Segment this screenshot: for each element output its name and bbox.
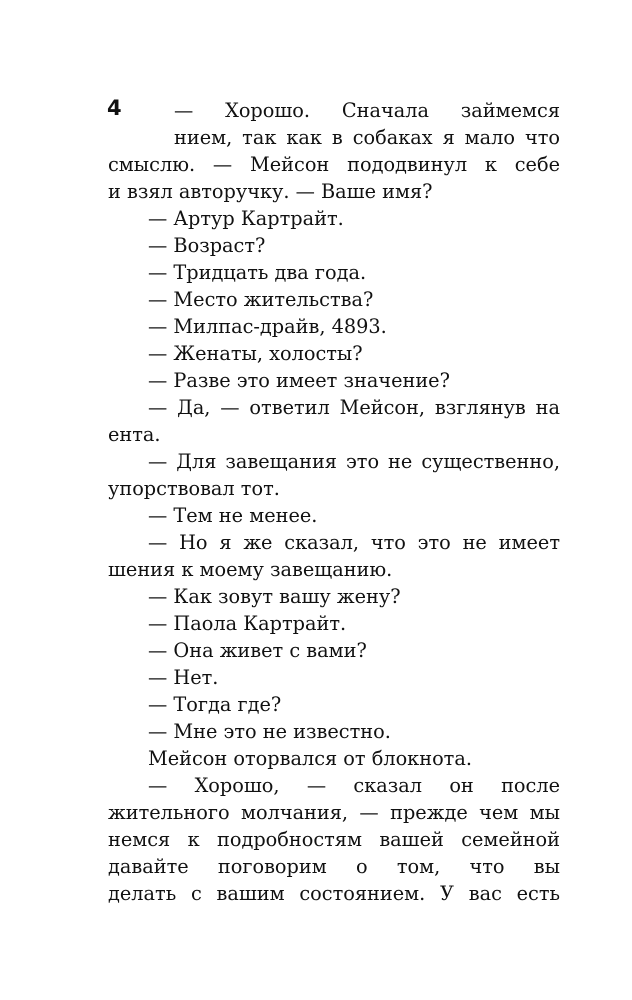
text-line: — Она живет с вами? — [148, 639, 367, 662]
text-line: — Да, — ответил Мейсон, взглянув на — [148, 396, 560, 419]
text-line: немся к подробностям вашей семейной — [108, 828, 560, 851]
text-line: — Паола Картрайт. — [148, 612, 347, 635]
text-line: смыслю. — Мейсон пододвинул к себе — [108, 153, 560, 176]
text-line: Мейсон оторвался от блокнота. — [148, 747, 472, 770]
text-line: — Милпас-драйв, 4893. — [148, 315, 387, 338]
text-line: — Но я же сказал, что это не имеет — [148, 531, 560, 554]
text-line: упорствовал тот. — [108, 477, 280, 500]
text-line: делать с вашим состоянием. У вас есть — [108, 882, 560, 905]
text-line: шения к моему завещанию. — [108, 558, 393, 581]
text-line: нием, так как в собаках я мало что — [174, 126, 560, 149]
page-text — [108, 97, 560, 907]
text-line: — Хорошо. Сначала займемся — [174, 99, 560, 122]
text-line: — Тогда где? — [148, 693, 282, 716]
text-line: давайте поговорим о том, что вы — [108, 855, 560, 878]
text-line: ента. — [108, 423, 161, 446]
text-line: — Артур Картрайт. — [148, 207, 344, 230]
text-line: — Тем не менее. — [148, 504, 318, 527]
text-line: — Женаты, холосты? — [148, 342, 363, 365]
text-line: — Мне это не известно. — [148, 720, 391, 743]
text-line: — Как зовут вашу жену? — [148, 585, 401, 608]
text-line: — Хорошо, — сказал он после — [148, 774, 560, 797]
text-line: — Разве это имеет значение? — [148, 369, 450, 392]
text-line: — Возраст? — [148, 234, 266, 257]
text-line: жительного молчания, — прежде чем мы — [108, 801, 560, 824]
page-number: 4 — [107, 96, 122, 120]
text-line: и взял авторучку. — Ваше имя? — [108, 180, 433, 203]
text-line: — Тридцать два года. — [148, 261, 367, 284]
text-line: — Нет. — [148, 666, 219, 689]
text-line: — Для завещания это не существенно, — [148, 450, 560, 473]
text-line: — Место жительства? — [148, 288, 374, 311]
